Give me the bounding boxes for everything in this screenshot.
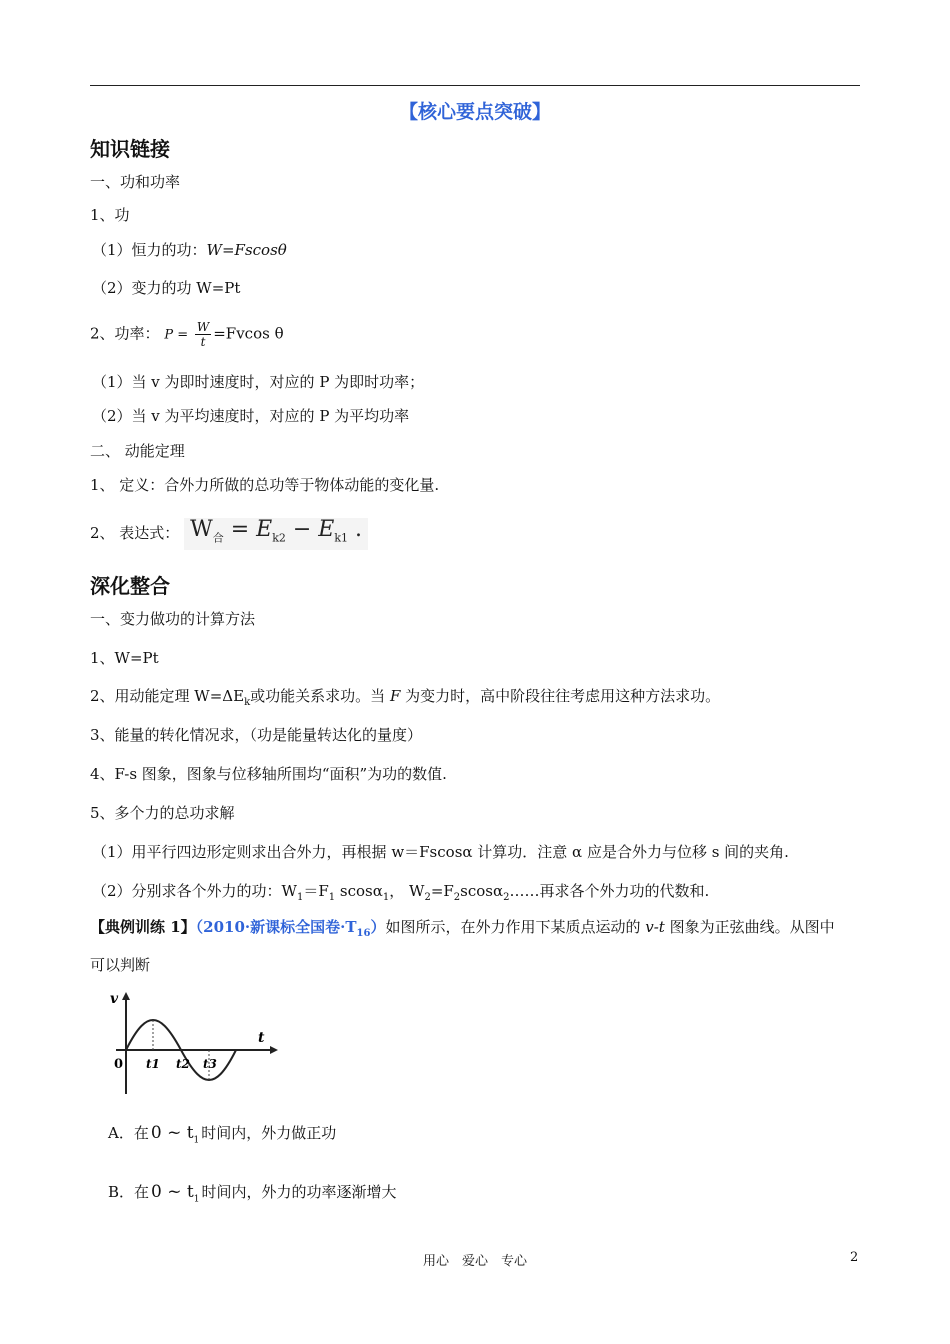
- example-line: 【典例训练 1】（2010·新课标全国卷$\cdot T_{16}$）如图所示，在外力作用下某质点运动的 v-t 图象为正弦曲线。从图中: [90, 918, 835, 939]
- option-b-math: 0 ~ $t_1$: [151, 1181, 200, 1205]
- text-prefix: （1）恒力的功：: [92, 241, 207, 259]
- power-formula-line: [90, 320, 284, 349]
- text-line: [92, 240, 287, 260]
- text-line: （1）用平行四边形定则求出合外力，再根据 w＝Fscosα 计算功．注意 α 应是合外力与位移 s 间的夹角.: [92, 843, 789, 861]
- text-line: 1、W=Pt: [90, 649, 159, 667]
- page-number: 2: [850, 1250, 859, 1265]
- page-title: 【核心要点突破】: [398, 101, 551, 123]
- text-line: 5、多个力的总功求解: [90, 804, 235, 822]
- text-line: （2）分别求各个外力的功：$W_1=F_1$ scosα$_1$， $W_2=F_2scos\alpha_2\dots\dots$再求各个外力功的代数和.: [92, 882, 710, 903]
- text-line: 一、功和功率: [90, 173, 181, 191]
- text-line: 二、 动能定理: [90, 442, 185, 460]
- footer-text: 用心 爱心 专心: [422, 1254, 527, 1269]
- formula-work: W=Fscosθ: [206, 241, 287, 259]
- formula-p: P =: [164, 327, 189, 343]
- text-line: 可以判断: [90, 956, 151, 974]
- section-heading-deepen: 深化整合: [90, 574, 170, 598]
- text-line: （2）当 v 为平均速度时，对应的 P 为平均功率: [92, 407, 410, 425]
- v-axis-arrow: [122, 992, 130, 1000]
- kinetic-theorem-formula: $W_合 = E_{k2} - E_{k1}$ .: [184, 518, 368, 550]
- option-b: B．在 0 ~ $t_1$ 时间内，外力的功率逐渐增大: [108, 1181, 397, 1205]
- header-rule: [90, 85, 860, 86]
- t1-label: t1: [146, 1057, 160, 1071]
- text-line: 一、变力做功的计算方法: [90, 610, 256, 628]
- formula-suffix: =Fvcos θ: [213, 324, 284, 343]
- fraction: [195, 320, 211, 349]
- v-label: v: [110, 991, 119, 1007]
- fraction-denominator: t: [200, 335, 206, 349]
- example-label: 【典例训练 1】: [90, 918, 196, 936]
- kinetic-theorem-line: [90, 518, 368, 550]
- origin-label: 0: [114, 1057, 124, 1072]
- text-line: （1）当 v 为即时速度时，对应的 P 为即时功率；: [92, 373, 425, 391]
- option-a-math: 0 ~ $t_1$: [150, 1122, 200, 1146]
- text-line: 2、用动能定理 $W=\Delta E_k$或功能关系求功。当 F 为变力时，高中阶段往往考虑用这种方法求功。: [90, 687, 721, 708]
- example-source: （2010·新课标全国卷$\cdot T_{16}$）: [195, 918, 386, 939]
- fraction-numerator: W: [196, 320, 210, 334]
- text-prefix: 2、功率：: [90, 324, 160, 343]
- vt-graph: [108, 990, 283, 1100]
- text-line: 3、能量的转化情况求，（功是能量转达化的量度）: [90, 726, 423, 744]
- text-line: 4、F-s 图象，图象与位移轴所围均“面积”为功的数值.: [90, 765, 447, 783]
- t3-label: t3: [203, 1057, 217, 1071]
- text-prefix: 2、 表达式：: [90, 524, 180, 543]
- option-a: A．在 0 ~ $t_1$ 时间内，外力做正功: [108, 1122, 337, 1146]
- text-line: 1、功: [90, 206, 130, 224]
- text-line: （2）变力的功 W=Pt: [92, 279, 241, 297]
- t-label: t: [258, 1030, 265, 1046]
- t-axis-arrow: [270, 1046, 278, 1054]
- text-line: 1、 定义：合外力所做的总功等于物体动能的变化量.: [90, 476, 440, 494]
- section-heading-knowledge: 知识链接: [90, 137, 170, 161]
- t2-label: t2: [176, 1057, 190, 1071]
